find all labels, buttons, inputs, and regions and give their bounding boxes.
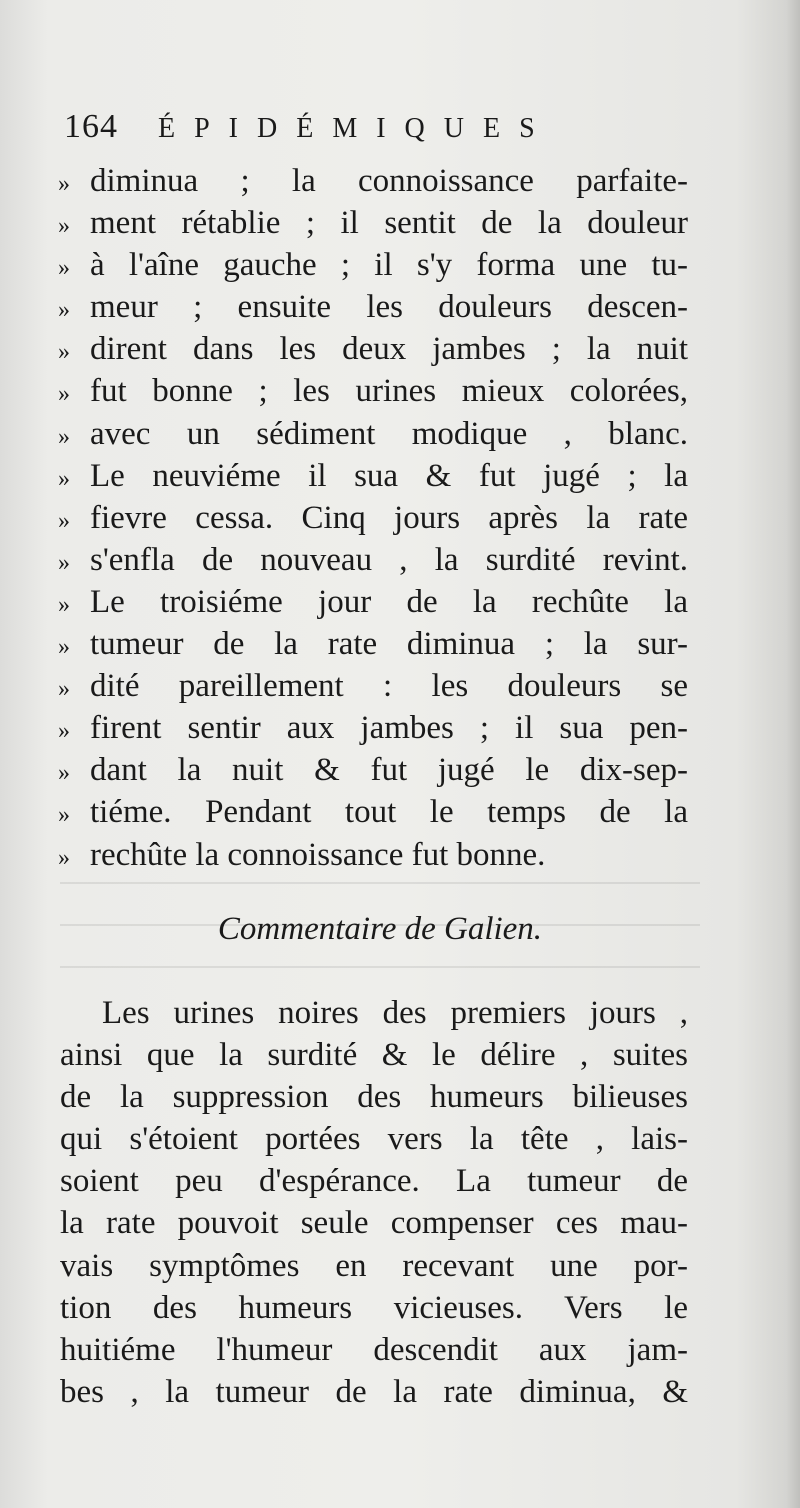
quote-mark: » — [58, 423, 70, 450]
page-header — [64, 108, 704, 158]
quote-line-text: diminua ; la connoissance parfaite- — [90, 163, 688, 199]
quote-line-text: firent sentir aux jambes ; il sua pen- — [90, 710, 688, 747]
quote-line-text: s'enfla de nouveau , la surdité revint. — [90, 541, 688, 578]
quote-mark: » — [58, 297, 70, 324]
quote-line — [58, 539, 698, 581]
quote-line — [58, 707, 698, 749]
quote-mark: » — [58, 634, 70, 661]
quote-line — [58, 370, 698, 412]
quote-mark: » — [58, 465, 70, 492]
quote-line — [58, 497, 698, 539]
quote-line — [58, 581, 698, 623]
quote-line-text: dirent dans les deux jambes ; la nuit — [90, 331, 688, 368]
quoted-case-text — [58, 160, 698, 876]
quote-line-text: Le troisiéme jour de la rechûte la — [90, 583, 688, 620]
commentary-line: la rate pouvoit seule compenser ces mau- — [60, 1205, 688, 1242]
commentary-body — [60, 992, 688, 1413]
quote-mark: » — [58, 844, 70, 871]
quote-line — [58, 455, 698, 497]
quote-mark: » — [58, 718, 70, 745]
quote-line-text: fievre cessa. Cinq jours après la rate — [90, 499, 688, 536]
quote-line — [58, 623, 698, 665]
quote-line — [58, 665, 698, 707]
commentary-heading: Commentaire de Galien. — [217, 911, 543, 947]
commentary-line: huitiéme l'humeur descendit aux jam- — [60, 1331, 688, 1368]
commentary-line: soient peu d'espérance. La tumeur de — [60, 1163, 688, 1200]
quote-line — [58, 286, 698, 328]
quote-mark: » — [58, 255, 70, 282]
quote-line-text: fut bonne ; les urines mieux colorées, — [90, 373, 688, 410]
commentary-line: qui s'étoient portées vers la tête , lais- — [60, 1121, 688, 1158]
quote-line-text: dant la nuit & fut jugé le dix-sep- — [90, 752, 688, 789]
quote-line-text: dité pareillement : les douleurs se — [90, 668, 688, 705]
commentary-line: bes , la tumeur de la rate diminua, & — [60, 1373, 688, 1410]
quote-line — [58, 749, 698, 791]
quote-line-text: Le neuviéme il sua & fut jugé ; la — [90, 457, 688, 494]
commentary-line: ainsi que la surdité & le délire , suites — [60, 1037, 688, 1074]
page-number: 164 — [64, 108, 118, 145]
quote-mark: » — [58, 760, 70, 787]
quote-line-text: à l'aîne gauche ; il s'y forma une tu- — [90, 247, 688, 284]
quote-mark: » — [58, 339, 70, 366]
quote-mark: » — [58, 507, 70, 534]
quote-line — [58, 328, 698, 370]
commentary-line: vais symptômes en recevant une por- — [60, 1247, 688, 1284]
commentary-line: de la suppression des humeurs bilieuses — [60, 1079, 688, 1116]
quote-line — [58, 413, 698, 455]
quote-mark: » — [58, 213, 70, 240]
quote-mark: » — [58, 676, 70, 703]
quote-line-text: tiéme. Pendant tout le temps de la — [90, 794, 688, 831]
running-title: ÉPIDÉMIQUES — [158, 113, 554, 144]
quote-line — [58, 160, 698, 202]
commentary-line: tion des humeurs vicieuses. Vers le — [60, 1289, 688, 1326]
quote-line-text: ment rétablie ; il sentit de la douleur — [90, 205, 688, 242]
quote-line-text: meur ; ensuite les douleurs descen- — [90, 289, 688, 326]
quote-mark: » — [58, 549, 70, 576]
quote-mark: » — [58, 591, 70, 618]
quote-mark: » — [58, 802, 70, 829]
quote-line-text: rechûte la connoissance fut bonne. — [90, 836, 546, 873]
quote-line-text: tumeur de la rate diminua ; la sur- — [90, 626, 688, 663]
quote-mark: » — [58, 381, 70, 408]
quote-line-text: avec un sédiment modique , blanc. — [90, 415, 688, 452]
quote-mark: » — [58, 171, 70, 197]
quote-line — [58, 791, 698, 833]
commentary-line: Les urines noires des premiers jours , — [102, 995, 688, 1031]
quote-line — [58, 244, 698, 286]
page-edge-shadow — [786, 0, 800, 1508]
quote-line — [58, 202, 698, 244]
